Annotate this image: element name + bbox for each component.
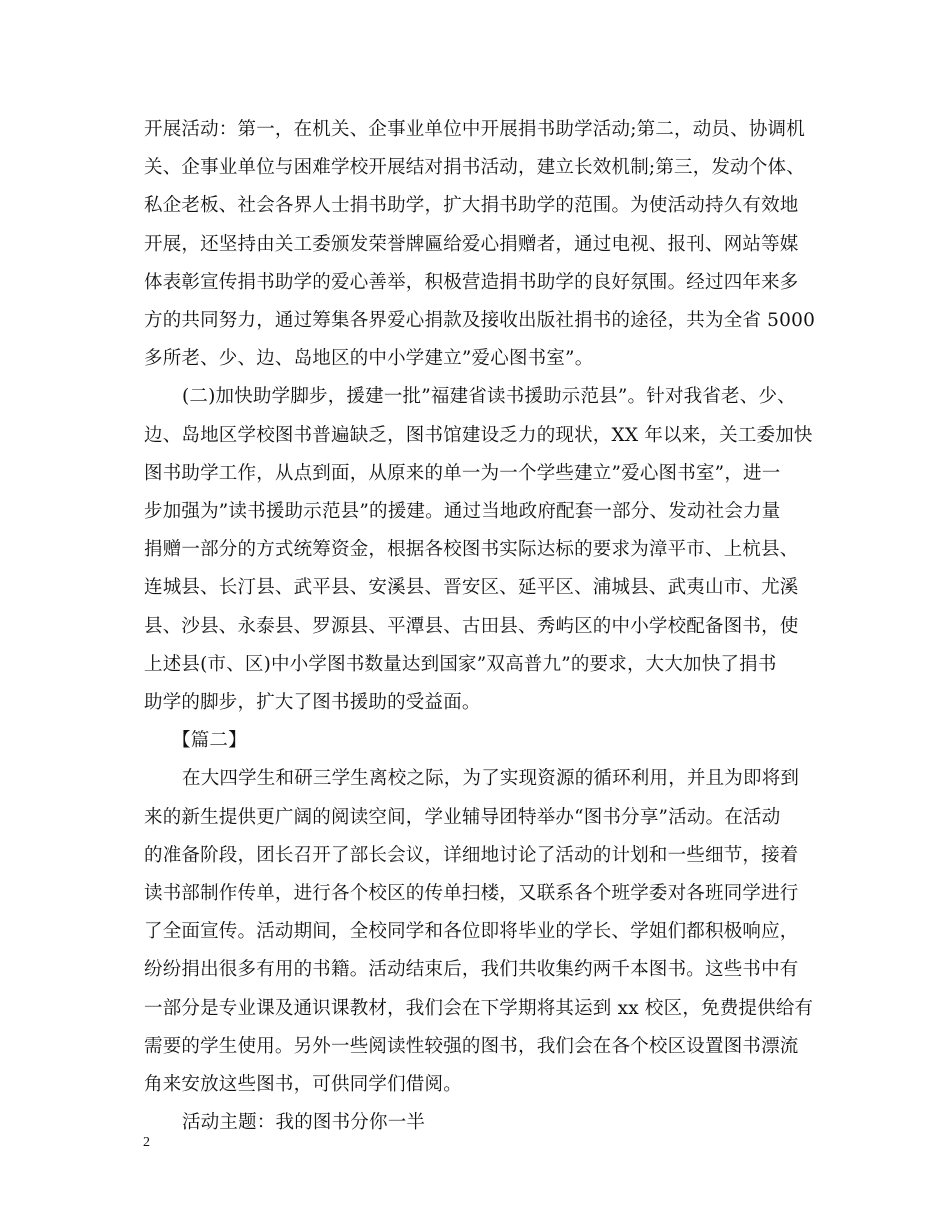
body-line: 多所老、少、边、岛地区的中小学建立”爱心图书室”。 bbox=[144, 348, 594, 370]
paragraph-first-line: (二)加快助学脚步，援建一批”福建省读书援助示范县”。针对我省老、少、 bbox=[182, 386, 796, 408]
body-line: 边、岛地区学校图书普遍缺乏，图书馆建设乏力的现状，XX 年以来，关工委加快 bbox=[144, 424, 813, 446]
body-line: 开展，还坚持由关工委颁发荣誉牌匾给爱心捐赠者，通过电视、报刊、网站等媒 bbox=[144, 233, 799, 255]
body-line: 了全面宣传。活动期间，全校同学和各位即将毕业的学长、学姐们都积极响应， bbox=[144, 921, 799, 943]
body-line: 私企老板、社会各界人士捐书助学，扩大捐书助学的范围。为使活动持久有效地 bbox=[144, 195, 799, 217]
paragraph-first-line: 活动主题：我的图书分你一半 bbox=[182, 1112, 426, 1134]
section-heading: 【篇二】 bbox=[172, 730, 247, 752]
body-line: 角来安放这些图书，可供同学们借阅。 bbox=[144, 1074, 462, 1095]
body-line: 助学的脚步，扩大了图书援助的受益面。 bbox=[144, 692, 481, 713]
body-line: 来的新生提供更广阔的阅读空间，学业辅导团特举办“图书分享”活动。在活动 bbox=[144, 806, 781, 828]
body-line: 县、沙县、永泰县、罗源县、平潭县、古田县、秀屿区的中小学校配备图书，使 bbox=[144, 615, 799, 637]
body-line: 开展活动：第一，在机关、企事业单位中开展捐书助学活动;第二，动员、协调机 bbox=[144, 119, 805, 140]
body-line: 纷纷捐出很多有用的书籍。活动结束后，我们共收集约两千本图书。这些书中有 bbox=[144, 959, 799, 981]
body-line: 需要的学生使用。另外一些阅读性较强的图书，我们会在各个校区设置图书漂流 bbox=[144, 1035, 799, 1057]
body-line: 读书部制作传单，进行各个校区的传单扫楼，又联系各个班学委对各班同学进行 bbox=[144, 883, 799, 904]
paragraph-first-line: 在大四学生和研三学生离校之际，为了实现资源的循环利用，并且为即将到 bbox=[182, 768, 800, 790]
body-line: 关、企事业单位与困难学校开展结对捐书活动，建立长效机制;第三，发动个体、 bbox=[144, 157, 805, 179]
body-line: 连城县、长汀县、武平县、安溪县、晋安区、延平区、浦城县、武夷山市、尤溪 bbox=[144, 577, 799, 599]
body-line: 方的共同努力，通过筹集各界爱心捐款及接收出版社捐书的途径，共为全省 5000 bbox=[144, 310, 816, 331]
body-line: 一部分是专业课及通识课教材，我们会在下学期将其运到 xx 校区，免费提供给有 bbox=[144, 997, 814, 1019]
body-line: 步加强为”读书援助示范县”的援建。通过当地政府配套一部分、发动社会力量 bbox=[144, 501, 781, 522]
body-line: 体表彰宣传捐书助学的爱心善举，积极营造捐书助学的良好氛围。经过四年来多 bbox=[144, 271, 799, 293]
body-line: 的准备阶段，团长召开了部长会议，详细地讨论了活动的计划和一些细节，接着 bbox=[144, 844, 799, 866]
body-line: 上述县(市、区)中小学图书数量达到国家”双高普九”的要求，大大加快了捐书 bbox=[144, 653, 777, 675]
page-number: 2 bbox=[143, 1135, 150, 1150]
body-line: 图书助学工作，从点到面，从原来的单一为一个学些建立”爱心图书室”，进一 bbox=[144, 462, 781, 484]
body-line: 捐赠一部分的方式统筹资金，根据各校图书实际达标的要求为漳平市、上杭县、 bbox=[144, 539, 799, 561]
